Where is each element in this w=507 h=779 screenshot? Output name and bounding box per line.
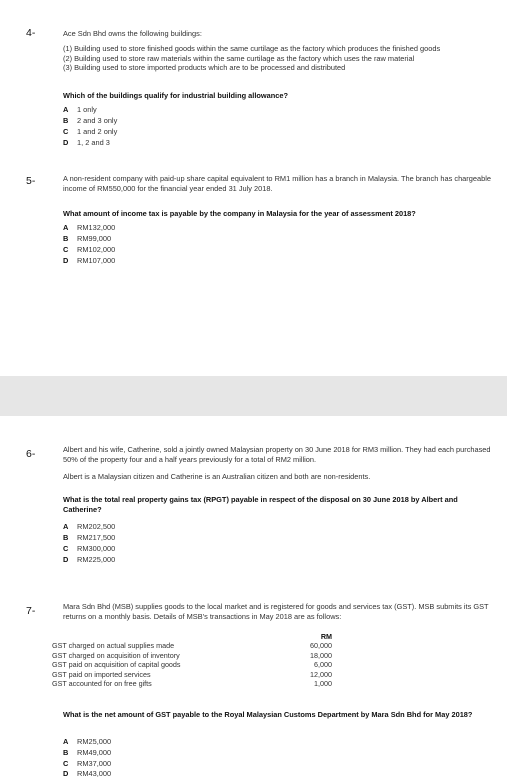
q4-item: (2) Building used to store raw materials within the same curtilage as the factory which uses the raw material (63, 53, 415, 63)
q6-option-d[interactable] (63, 555, 115, 565)
option-letter: C (63, 127, 69, 136)
row-label: GST accounted for on free gifts (52, 679, 152, 689)
option-letter: B (63, 116, 69, 125)
option-letter: A (63, 522, 69, 531)
row-label: GST charged on acquisition of inventory (52, 650, 180, 660)
q6-option-b[interactable] (63, 533, 115, 543)
option-letter: D (63, 138, 69, 147)
q7-option-a[interactable] (63, 737, 111, 747)
q5-option-d[interactable] (63, 256, 115, 266)
row-amount: 1,000 (314, 679, 332, 689)
option-text: RM37,000 (77, 759, 112, 768)
q4-intro: Ace Sdn Bhd owns the following buildings: (63, 29, 202, 38)
table-row (52, 670, 332, 679)
q4-option-c[interactable] (63, 127, 117, 137)
page-separator (0, 376, 507, 416)
option-text: 2 and 3 only (77, 116, 118, 125)
option-letter: B (63, 748, 69, 757)
table-header-rm: RM (320, 632, 332, 641)
option-text: RM102,000 (77, 245, 116, 254)
option-letter: B (63, 533, 69, 542)
q7-option-b[interactable] (63, 748, 111, 758)
table-row (52, 651, 332, 660)
option-text: RM202,500 (77, 522, 116, 531)
q4-option-b[interactable] (63, 116, 117, 126)
q7-question: What is the net amount of GST payable to the Royal Malaysian Customs Department by Mara Sdn Bhd for May 2018? (63, 710, 473, 719)
q4-item: (1) Building used to store finished goods within the same curtilage as the factory which produces the finished goods (63, 44, 441, 53)
row-amount: 60,000 (310, 641, 332, 651)
option-text: RM99,000 (77, 234, 112, 243)
option-text: 1, 2 and 3 (77, 138, 110, 147)
option-letter: C (63, 759, 69, 768)
row-label: GST charged on actual supplies made (52, 641, 175, 651)
q7-transactions-table (52, 632, 332, 688)
q4-item: (3) Building used to store imported products which are to be processed and distributed (63, 63, 346, 73)
q7-intro: Mara Sdn Bhd (MSB) supplies goods to the local market and is registered for goods and services tax (GST). MSB submits its GST returns on a monthly basis. Details of MSB's transactions in May 2018 are as follows: (63, 602, 489, 621)
q5-intro: A non-resident company with paid-up share capital equivalent to RM1 million has a branch in Malaysia. The branch has chargeable income of RM550,000 for the financial year ended 31 July 2018. (63, 174, 491, 193)
table-row (52, 660, 332, 669)
q4-number: 4- (26, 27, 36, 39)
option-text: 1 only (77, 105, 97, 114)
option-letter: B (63, 234, 69, 243)
table-row (52, 641, 332, 650)
option-text: RM107,000 (77, 256, 116, 265)
q4-option-a[interactable] (63, 105, 97, 115)
option-text: RM217,500 (77, 533, 116, 542)
q4-items (63, 44, 493, 73)
q7-option-c[interactable] (63, 759, 111, 769)
option-letter: A (63, 105, 69, 114)
page-1 (0, 0, 507, 376)
q6-number: 6- (26, 448, 36, 460)
row-amount: 12,000 (310, 669, 332, 679)
option-letter: C (63, 245, 69, 254)
q6-intro2: Albert is a Malaysian citizen and Catherine is an Australian citizen and both are non-residents. (63, 472, 371, 481)
option-letter: D (63, 769, 69, 778)
q5-question: What amount of income tax is payable by the company in Malaysia for the year of assessment 2018? (63, 209, 416, 218)
row-label: GST paid on imported services (52, 669, 151, 679)
option-letter: C (63, 544, 69, 553)
table-header-row (52, 632, 332, 641)
q6-intro: Albert and his wife, Catherine, sold a jointly owned Malaysian property on 30 June 2018 for RM3 million. They had each purchased 50% of the property four and a half years previously for a total of RM2 million. (63, 445, 491, 464)
table-row (52, 679, 332, 688)
q6-option-c[interactable] (63, 544, 115, 554)
row-amount: 18,000 (310, 650, 332, 660)
q7-option-d[interactable] (63, 769, 111, 779)
q4-option-d[interactable] (63, 138, 110, 148)
option-text: RM43,000 (77, 769, 112, 778)
option-text: RM225,000 (77, 555, 116, 564)
q5-option-c[interactable] (63, 245, 115, 255)
q6-question: What is the total real property gains tax (RPGT) payable in respect of the disposal on 30 June 2018 by Albert and Catherine? (63, 495, 458, 514)
option-letter: A (63, 737, 69, 746)
q7-number: 7- (26, 605, 36, 617)
option-letter: D (63, 256, 69, 265)
row-label: GST paid on acquisition of capital goods (52, 660, 181, 670)
option-letter: D (63, 555, 69, 564)
q4-question: Which of the buildings qualify for industrial building allowance? (63, 91, 289, 100)
q6-option-a[interactable] (63, 522, 115, 532)
option-text: 1 and 2 only (77, 127, 118, 136)
option-text: RM300,000 (77, 544, 116, 553)
row-amount: 6,000 (314, 660, 332, 670)
option-text: RM25,000 (77, 737, 112, 746)
q5-option-b[interactable] (63, 234, 111, 244)
option-text: RM132,000 (77, 223, 116, 232)
q5-option-a[interactable] (63, 223, 115, 233)
option-text: RM49,000 (77, 748, 112, 757)
page-2 (0, 416, 507, 777)
q5-number: 5- (26, 175, 36, 187)
option-letter: A (63, 223, 69, 232)
